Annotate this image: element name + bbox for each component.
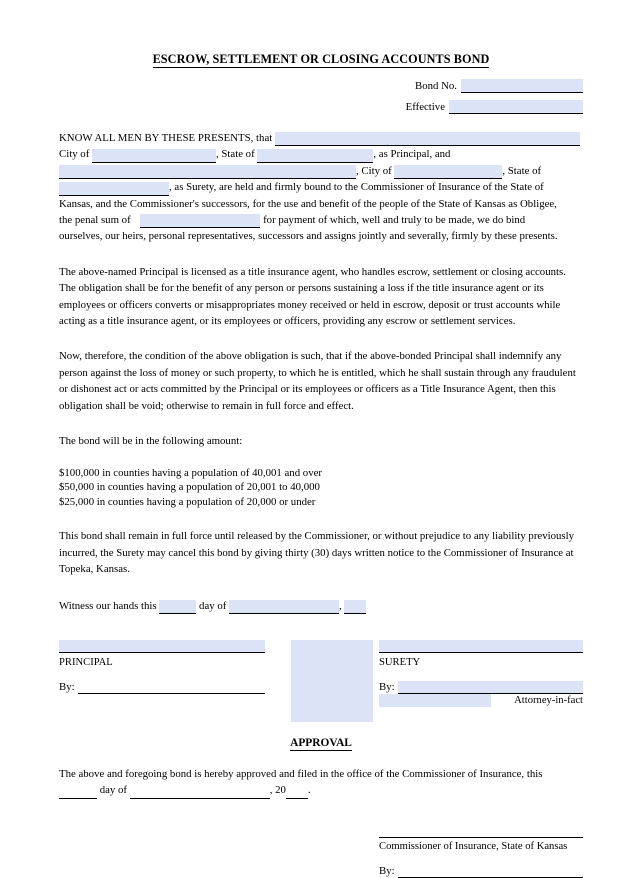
condition-paragraph-block xyxy=(59,348,583,414)
commissioner-signature-line[interactable] xyxy=(379,825,583,838)
surety-signature-block xyxy=(379,640,583,707)
surety-caption: SURETY xyxy=(379,656,421,668)
attorney-in-fact-label: Attorney-in-fact xyxy=(514,694,583,706)
opening-line-7 xyxy=(59,228,583,244)
surety-by-input[interactable] xyxy=(398,681,583,694)
opening-line-6 xyxy=(59,212,583,228)
opening-line-1 xyxy=(59,130,583,146)
surety-by-row xyxy=(379,681,583,694)
principal-caption: PRINCIPAL xyxy=(59,656,113,668)
amount-intro: The bond will be in the following amount: xyxy=(59,435,243,448)
licensed-paragraph-block xyxy=(59,264,583,330)
amount-intro-block xyxy=(59,433,583,449)
surety-name-line-input[interactable] xyxy=(379,640,583,653)
as-surety-text: , as Surety, are held and firmly bound to the Commissioner of Insurance of the State of xyxy=(169,181,544,194)
effective-date-input[interactable] xyxy=(449,100,583,114)
approval-year-prefix: , 20 xyxy=(269,784,286,797)
as-principal-text: , as Principal, and xyxy=(373,148,451,161)
commissioner-by-input[interactable] xyxy=(398,865,583,878)
witness-day-input[interactable] xyxy=(159,600,196,614)
effective-date-label: Effective xyxy=(405,101,445,113)
approval-paragraph-block xyxy=(59,766,583,799)
spacer xyxy=(59,114,583,130)
surety-state-input[interactable] xyxy=(59,182,169,196)
opening-line-5 xyxy=(59,196,583,212)
approval-text-line-1 xyxy=(59,766,583,782)
middle-seal-block xyxy=(291,640,373,722)
approval-text: The above and foregoing bond is hereby approved and filed in the office of the Commissioner of Insurance, this xyxy=(59,767,543,780)
obligee-text: Kansas, and the Commissioner's successors, for the use and benefit of the people of the State of Kansas as Obligee, xyxy=(59,197,557,210)
signature-area xyxy=(59,640,583,735)
opening-line-3 xyxy=(59,163,583,179)
condition-paragraph: Now, therefore, the condition of the above obligation is such, that if the above-bonded Principal shall indemnify any person against the loss of money or such property, to which he is entitled, which he shall sustain through any fraudulent or dishonest act or acts committed by the Principal or its employees or officers as a Title Insurance Agent, then this obligation shall be void; otherwise to remain in full force and effect. xyxy=(59,350,576,412)
commissioner-by-row xyxy=(379,865,583,878)
penal-sum-label: the penal sum of xyxy=(59,214,131,227)
witness-label: Witness our hands this xyxy=(59,599,157,612)
approval-heading-text: APPROVAL xyxy=(290,736,352,749)
witness-comma: , xyxy=(339,599,342,612)
surety-city-label: , City of xyxy=(356,164,392,177)
amount-item-2: $50,000 in counties having a population of 20,001 to 40,000 xyxy=(59,481,320,494)
surety-city-input[interactable] xyxy=(394,165,502,179)
opening-paragraph xyxy=(59,130,583,245)
approval-day-of-label: day of xyxy=(99,784,127,797)
principal-by-row xyxy=(59,681,265,694)
bond-number-row xyxy=(415,79,583,93)
document-title-text: ESCROW, SETTLEMENT OR CLOSING ACCOUNTS BOND xyxy=(152,52,490,66)
cancel-paragraph-block xyxy=(59,528,583,577)
commissioner-signature-block xyxy=(379,825,583,878)
approval-day-input[interactable] xyxy=(59,787,97,799)
approval-month-input[interactable] xyxy=(130,787,270,799)
commissioner-caption: Commissioner of Insurance, State of Kansas xyxy=(379,840,568,852)
commissioner-by-label: By: xyxy=(379,864,395,877)
amount-item-3: $25,000 in counties having a population of 20,000 or under xyxy=(59,495,316,508)
bond-number-label: Bond No. xyxy=(415,80,457,92)
approval-period: . xyxy=(307,784,311,797)
penal-sum-input[interactable] xyxy=(140,214,260,228)
approval-text-line-2 xyxy=(59,782,583,798)
approval-heading xyxy=(59,737,583,749)
approval-year-input[interactable] xyxy=(286,787,308,799)
attorney-in-fact-input[interactable] xyxy=(379,694,491,707)
header-fields xyxy=(59,79,583,114)
witness-month-input[interactable] xyxy=(229,600,339,614)
document-title xyxy=(59,52,583,67)
surety-by-label: By: xyxy=(379,680,395,693)
opening-line-2 xyxy=(59,146,583,162)
principal-by-input[interactable] xyxy=(78,681,265,694)
attorney-in-fact-row xyxy=(379,694,583,707)
witness-day-of-label: day of xyxy=(199,599,227,612)
surety-name-input[interactable] xyxy=(59,165,356,179)
principal-by-label: By: xyxy=(59,680,75,693)
witness-line xyxy=(59,598,583,614)
surety-state-label: , State of xyxy=(502,164,542,177)
principal-signature-block xyxy=(59,640,265,694)
penal-sum-suffix: for payment of which, well and truly to be made, we do bind xyxy=(263,214,526,227)
cancel-paragraph: This bond shall remain in full force until released by the Commissioner, or without prejudice to any liability previously incurred, the Surety may cancel this bond by giving thirty (30) days written notice to the Commissioner of Insurance at Topeka, Kansas. xyxy=(59,530,575,576)
jointly-severally-text: ourselves, our heirs, personal representatives, successors and assigns jointly and severally, firmly by these presents. xyxy=(59,230,558,243)
bond-number-input[interactable] xyxy=(461,79,583,93)
amount-item-1: $100,000 in counties having a population of 40,001 and over xyxy=(59,466,322,479)
seal-placeholder-box[interactable] xyxy=(291,640,373,722)
principal-name-input[interactable] xyxy=(275,132,580,146)
document-body xyxy=(59,0,583,878)
amount-list xyxy=(59,466,583,510)
principal-name-line-input[interactable] xyxy=(59,640,265,653)
witness-year-input[interactable] xyxy=(344,600,366,614)
state-of-label: , State of xyxy=(216,148,255,161)
effective-date-row xyxy=(406,100,583,114)
principal-city-input[interactable] xyxy=(92,149,216,163)
city-of-label: City of xyxy=(59,148,90,161)
know-all-men-text: KNOW ALL MEN BY THESE PRESENTS, that xyxy=(59,132,273,144)
opening-line-4 xyxy=(59,179,583,195)
licensed-paragraph: The above-named Principal is licensed as a title insurance agent, who handles escrow, settlement or closing accounts. The obligation shall be for the benefit of any person or persons sustaining a loss if the title insurance agent or its employees or officers converts or misappropriates money received or held in escrow, deposit or trust accounts while acting as a title insurance agent, or its employees or officers, providing any escrow or settlement services. xyxy=(59,265,566,328)
principal-state-input[interactable] xyxy=(257,149,373,163)
